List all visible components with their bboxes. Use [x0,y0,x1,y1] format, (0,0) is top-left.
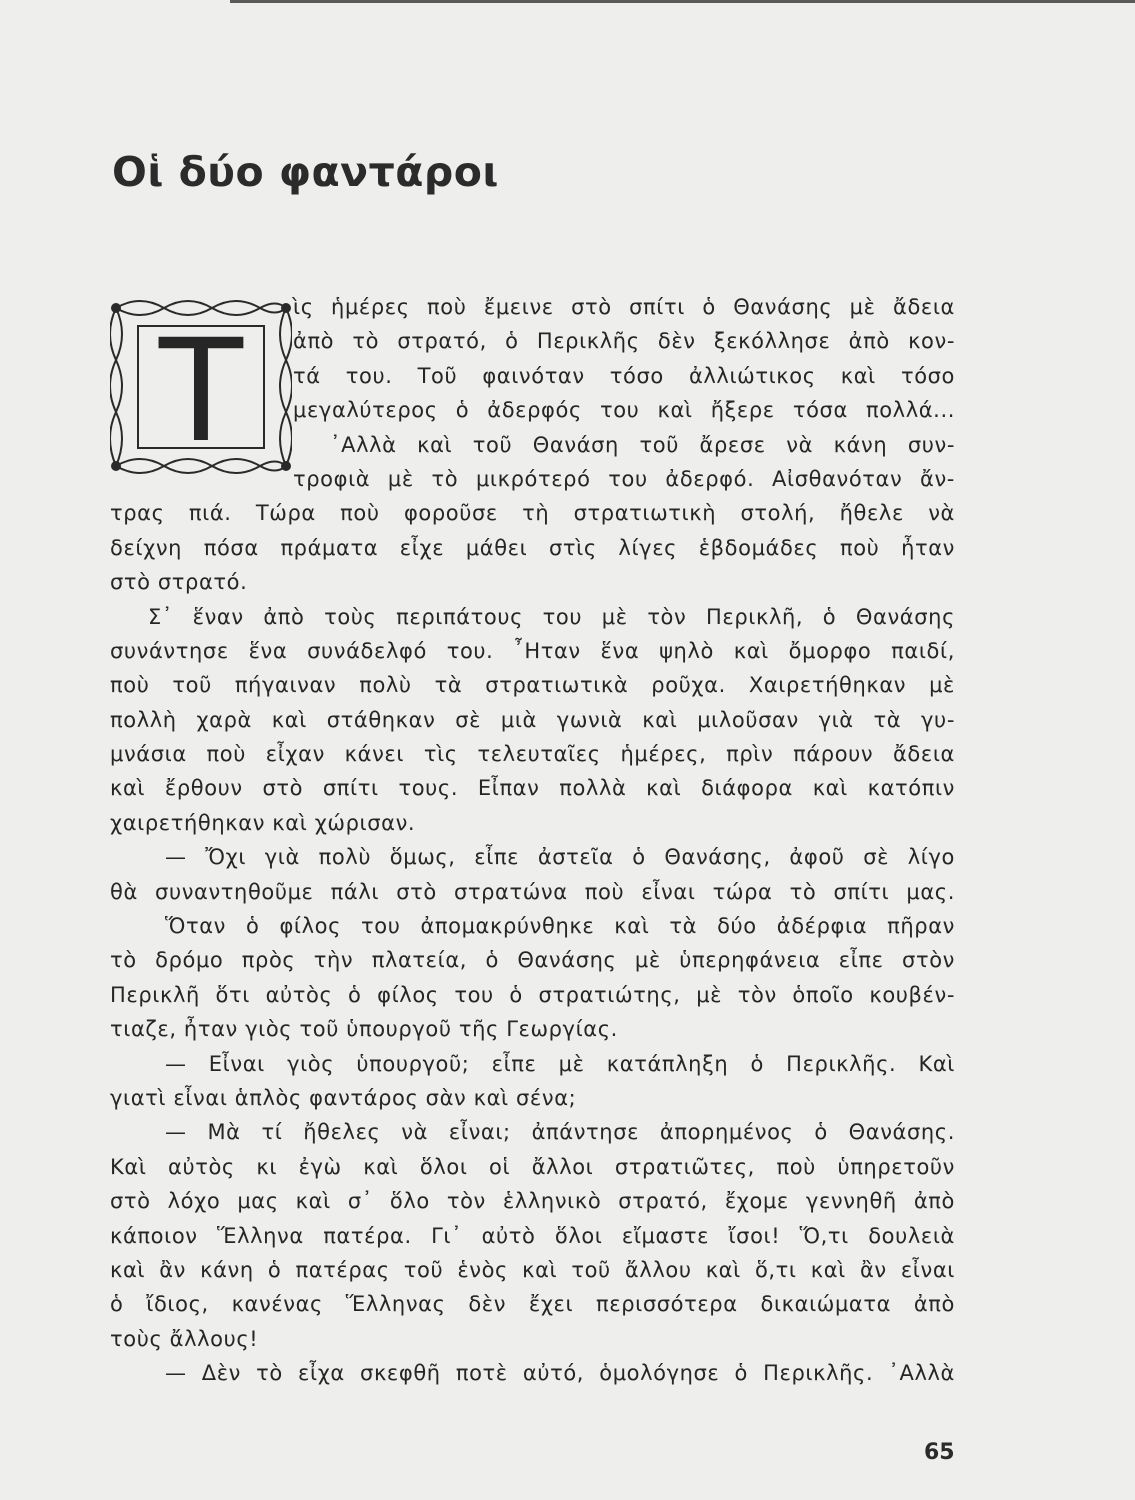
text-line: γιατὶ εἶναι ἁπλὸς φαντάρος σὰν καὶ σένα; [110,1085,577,1110]
text-line: Ὅταν ὁ φίλος του ἀπομακρύνθηκε καὶ τὰ δύο ἀδέρφια πῆραν [165,914,955,939]
top-edge-rule [230,0,1135,3]
drop-cap-letter: Τ [155,304,247,472]
text-line: μνάσια ποὺ εἶχαν κάνει τὶς τελευταῖες ἡμέρες, πρὶν πάρουν ἄδεια [110,742,955,767]
page-title: Οἱ δύο φαντάροι [112,148,499,196]
text-line: καὶ ἂν κάνη ὁ πατέρας τοῦ ἑνὸς καὶ τοῦ ἄλλου καὶ ὅ,τι καὶ ἂν εἶναι [110,1257,955,1282]
text-line: τροφιὰ μὲ τὸ μικρότερό του ἀδερφό. Αἰσθανόταν ἄν- [293,466,955,491]
text-line: ᾿Αλλὰ καὶ τοῦ Θανάση τοῦ ἄρεσε νὰ κάνη συν- [330,432,955,457]
text-line: θὰ συναντηθοῦμε πάλι στὸ στρατώνα ποὺ εἶναι τώρα τὸ σπίτι μας. [110,879,955,904]
text-line: καὶ ἔρθουν στὸ σπίτι τους. Εἶπαν πολλὰ καὶ διάφορα καὶ κατόπιν [110,776,955,801]
page-number: 65 [924,1440,955,1465]
text-line: τιαζε, ἦταν γιὸς τοῦ ὑπουργοῦ τῆς Γεωργίας. [110,1017,618,1042]
text-line: στὸ λόχο μας καὶ σ᾿ ὅλο τὸν ἑλληνικὸ στρατό, ἔχομε γεννηθῆ ἀπὸ [110,1189,955,1214]
text-line: ὶς ἡμέρες ποὺ ἔμεινε στὸ σπίτι ὁ Θανάσης μὲ ἄδεια [293,295,955,319]
text-line: συνάντησε ἕνα συνάδελφό του. ῏Ηταν ἕνα ψηλὸ καὶ ὄμορφο παιδί, [110,638,955,663]
text-line: τά του. Τοῦ φαινόταν τόσο ἀλλιώτικος καὶ τόσο [293,363,955,388]
text-line: ποὺ τοῦ πήγαιναν πολὺ τὰ στρατιωτικὰ ροῦχα. Χαιρετήθηκαν μὲ [110,673,955,698]
text-line: τοὺς ἄλλους! [110,1326,259,1351]
text-line: πολλὴ χαρὰ καὶ στάθηκαν σὲ μιὰ γωνιὰ καὶ μιλοῦσαν γιὰ τὰ γυ- [110,707,955,732]
text-line: — Δὲν τὸ εἶχα σκεφθῆ ποτὲ αὐτό, ὁμολόγησε ὁ Περικλῆς. ᾿Αλλὰ [165,1361,955,1386]
text-line: δείχνη πόσα πράματα εἶχε μάθει στὶς λίγες ἑβδομάδες ποὺ ἦταν [110,535,955,560]
text-line: στὸ στρατό. [110,570,248,595]
text-line: μεγαλύτερος ὁ ἀδερφός του καὶ ἤξερε τόσα πολλά... [293,398,955,423]
text-line: ὁ ἴδιος, κανένας Ἕλληνας δὲν ἔχει περισσότερα δικαιώματα ἀπὸ [110,1292,955,1317]
text-line: Σ᾿ ἕναν ἀπὸ τοὺς περιπάτους του μὲ τὸν Περικλῆ, ὁ Θανάσης [148,604,955,629]
text-line: Καὶ αὐτὸς κι ἐγὼ καὶ ὅλοι οἱ ἄλλοι στρατιῶτες, ποὺ ὑπηρετοῦν [110,1154,955,1179]
text-line: — Εἶναι γιὸς ὑπουργοῦ; εἶπε μὲ κατάπληξη ὁ Περικλῆς. Καὶ [165,1051,955,1076]
text-line: ἀπὸ τὸ στρατό, ὁ Περικλῆς δὲν ξεκόλλησε ἀπὸ κον- [293,329,955,354]
text-line: τρας πιά. Τώρα ποὺ φοροῦσε τὴ στρατιωτικὴ στολή, ἤθελε νὰ [110,501,955,526]
text-line: χαιρετήθηκαν καὶ χώρισαν. [110,810,416,835]
text-line: κάποιον Ἕλληνα πατέρα. Γι᾿ αὐτὸ ὅλοι εἴμαστε ἴσοι! Ὅ,τι δουλειὰ [110,1223,955,1248]
text-line: τὸ δρόμο πρὸς τὴν πλατεία, ὁ Θανάσης μὲ ὑπερηφάνεια εἶπε στὸν [110,948,955,973]
text-line: — Μὰ τί ἤθελες νὰ εἶναι; ἀπάντησε ἀπορημένος ὁ Θανάσης. [165,1120,955,1145]
text-line: Περικλῆ ὅτι αὐτὸς ὁ φίλος του ὁ στρατιώτης, μὲ τὸν ὁποῖο κουβέν- [110,982,955,1007]
text-line: — Ὄχι γιὰ πολὺ ὅμως, εἶπε ἀστεῖα ὁ Θανάσης, ἀφοῦ σὲ λίγο [165,845,955,870]
body-text [110,290,955,1391]
